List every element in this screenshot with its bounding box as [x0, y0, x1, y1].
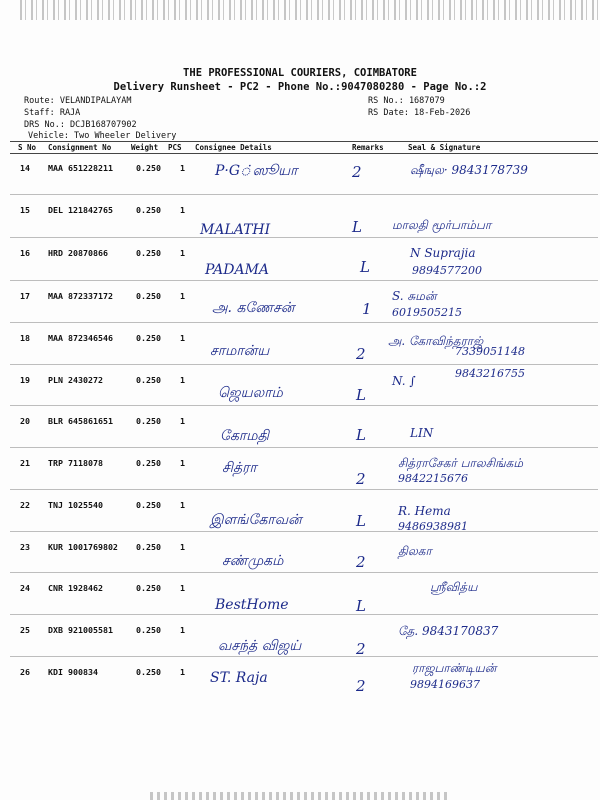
- cell-sno: 19: [20, 375, 30, 385]
- remark-handwritten: L: [356, 597, 366, 615]
- signature-phone-handwritten: 7339051148: [455, 345, 525, 358]
- cell-pcs: 1: [180, 291, 185, 301]
- cell-sno: 16: [20, 248, 30, 258]
- cell-sno: 15: [20, 205, 30, 215]
- route-label: Route: VELANDIPALAYAM: [24, 96, 132, 106]
- cell-cons: DEL 121842765: [48, 205, 113, 215]
- cell-weight: 0.250: [136, 500, 161, 510]
- rs-number: RS No.: 1687079: [368, 96, 445, 106]
- cell-cons: MAA 872337172: [48, 291, 113, 301]
- cell-sno: 23: [20, 542, 30, 552]
- company-title: THE PROFESSIONAL COURIERS, COIMBATORE: [183, 67, 417, 79]
- consignee-handwritten: கோமதி: [220, 428, 269, 444]
- col-pcs: PCS: [168, 143, 182, 152]
- header-divider-bottom: [10, 153, 598, 154]
- cell-weight: 0.250: [136, 416, 161, 426]
- cell-sno: 24: [20, 583, 30, 593]
- rs-date: RS Date: 18-Feb-2026: [368, 108, 471, 118]
- consignee-handwritten: P·G்ஸூயா: [215, 163, 298, 179]
- row-divider: [10, 405, 598, 406]
- row-divider: [10, 364, 598, 365]
- cell-pcs: 1: [180, 625, 185, 635]
- cell-weight: 0.250: [136, 542, 161, 552]
- cell-pcs: 1: [180, 248, 185, 258]
- consignee-handwritten: ஜெயலாம்: [218, 385, 283, 401]
- cell-weight: 0.250: [136, 625, 161, 635]
- cell-sno: 20: [20, 416, 30, 426]
- cell-pcs: 1: [180, 458, 185, 468]
- row-divider: [10, 531, 598, 532]
- row-divider: [10, 237, 598, 238]
- signature-phone-handwritten: 9486938981: [398, 520, 468, 533]
- signature-phone-handwritten: 9894577200: [412, 264, 482, 277]
- signature-handwritten: தே. 9843170837: [398, 624, 499, 638]
- row-divider: [10, 614, 598, 615]
- consignee-handwritten: இளங்கோவன்: [210, 512, 302, 528]
- cell-sno: 21: [20, 458, 30, 468]
- table-row: [0, 534, 600, 576]
- cell-cons: CNR 1928462: [48, 583, 103, 593]
- cell-cons: DXB 921005581: [48, 625, 113, 635]
- vehicle-label: Vehicle: Two Wheeler Delivery: [28, 131, 177, 141]
- remark-handwritten: L: [352, 218, 362, 236]
- cell-cons: MAA 872346546: [48, 333, 113, 343]
- cell-pcs: 1: [180, 163, 185, 173]
- consignee-handwritten: சித்ரா: [222, 460, 257, 476]
- cell-sno: 14: [20, 163, 30, 173]
- bottom-barcode: [150, 792, 450, 800]
- cell-cons: TRP 7118078: [48, 458, 103, 468]
- consignee-handwritten: சண்முகம்: [222, 553, 284, 569]
- cell-pcs: 1: [180, 583, 185, 593]
- col-consignee: Consignee Details: [195, 143, 272, 152]
- cell-pcs: 1: [180, 500, 185, 510]
- consignee-handwritten: PADAMA: [205, 262, 270, 278]
- cell-sno: 25: [20, 625, 30, 635]
- signature-handwritten: ஷீஙுல· 9843178739: [410, 163, 528, 177]
- staff-label: Staff: RAJA: [24, 108, 81, 118]
- drs-number: DRS No.: DCJB168707902: [24, 120, 137, 130]
- cell-pcs: 1: [180, 542, 185, 552]
- remark-handwritten: L: [360, 258, 370, 276]
- signature-handwritten: ஸ்ரீவித்ய: [430, 580, 478, 594]
- signature-handwritten: R. Hema: [398, 504, 451, 518]
- cell-sno: 18: [20, 333, 30, 343]
- row-divider: [10, 572, 598, 573]
- col-consignment: Consignment No: [48, 143, 112, 152]
- remark-handwritten: L: [356, 426, 366, 444]
- remark-handwritten: 2: [356, 640, 366, 658]
- table-row: [0, 240, 600, 282]
- consignee-handwritten: ST. Raja: [210, 670, 268, 686]
- table-row: [0, 575, 600, 617]
- cell-pcs: 1: [180, 416, 185, 426]
- signature-handwritten: மாலதி மூர்பாம்பா: [392, 218, 492, 232]
- cell-cons: PLN 2430272: [48, 375, 103, 385]
- cell-weight: 0.250: [136, 163, 161, 173]
- col-remarks: Remarks: [352, 143, 384, 152]
- cell-pcs: 1: [180, 205, 185, 215]
- table-row: [0, 659, 600, 701]
- cell-cons: KDI 900834: [48, 667, 98, 677]
- remark-handwritten: 2: [356, 553, 366, 571]
- consignee-handwritten: சாமான்ய: [210, 343, 270, 359]
- cell-cons: BLR 645861651: [48, 416, 113, 426]
- signature-phone-handwritten: 9842215676: [398, 472, 468, 485]
- cell-cons: KUR 1001769802: [48, 542, 118, 552]
- remark-handwritten: L: [356, 512, 366, 530]
- cell-weight: 0.250: [136, 291, 161, 301]
- consignee-handwritten: வசந்த் விஜய்: [218, 638, 302, 654]
- header-divider-top: [10, 141, 598, 142]
- col-no: S No: [18, 143, 37, 152]
- signature-handwritten: S. சுமன்: [392, 289, 437, 303]
- cell-pcs: 1: [180, 333, 185, 343]
- cell-weight: 0.250: [136, 583, 161, 593]
- signature-handwritten: சித்ராசேகர் பாலசிங்கம்: [398, 456, 524, 470]
- col-weight: Weight: [131, 143, 159, 152]
- cell-weight: 0.250: [136, 333, 161, 343]
- row-divider: [10, 489, 598, 490]
- signature-phone-handwritten: 9894169637: [410, 678, 480, 691]
- signature-phone-handwritten: 9843216755: [455, 367, 525, 380]
- top-barcode: [0, 0, 600, 22]
- remark-handwritten: 1: [362, 300, 372, 318]
- row-divider: [10, 447, 598, 448]
- table-row: [0, 283, 600, 325]
- cell-sno: 17: [20, 291, 30, 301]
- cell-pcs: 1: [180, 375, 185, 385]
- remark-handwritten: 2: [356, 345, 366, 363]
- cell-weight: 0.250: [136, 248, 161, 258]
- col-seal: Seal & Signature: [408, 143, 481, 152]
- cell-weight: 0.250: [136, 375, 161, 385]
- cell-sno: 22: [20, 500, 30, 510]
- consignee-handwritten: MALATHI: [200, 222, 271, 238]
- table-row: [0, 197, 600, 239]
- signature-handwritten: N. ∫: [392, 374, 416, 388]
- cell-weight: 0.250: [136, 458, 161, 468]
- remark-handwritten: 2: [356, 470, 366, 488]
- row-divider: [10, 280, 598, 281]
- runsheet-title: Delivery Runsheet - PC2 - Phone No.:9047080280 - Page No.:2: [113, 81, 487, 93]
- signature-handwritten: LIN: [410, 426, 434, 440]
- cell-cons: HRD 20870866: [48, 248, 108, 258]
- signature-phone-handwritten: 6019505215: [392, 306, 462, 319]
- row-divider: [10, 656, 598, 657]
- cell-weight: 0.250: [136, 205, 161, 215]
- signature-handwritten: திலகா: [398, 544, 432, 558]
- table-row: [0, 408, 600, 450]
- remark-handwritten: 2: [356, 677, 366, 695]
- consignee-handwritten: BestHome: [215, 597, 289, 613]
- cell-pcs: 1: [180, 667, 185, 677]
- row-divider: [10, 322, 598, 323]
- remark-handwritten: L: [356, 386, 366, 404]
- cell-cons: TNJ 1025540: [48, 500, 103, 510]
- signature-handwritten: அ. கோவிந்தராஜ்: [388, 334, 484, 348]
- cell-weight: 0.250: [136, 667, 161, 677]
- row-divider: [10, 194, 598, 195]
- signature-handwritten: N Suprajia: [410, 246, 476, 260]
- remark-handwritten: 2: [352, 163, 362, 181]
- signature-handwritten: ராஜபாண்டியன்: [412, 661, 497, 675]
- cell-cons: MAA 651228211: [48, 163, 113, 173]
- consignee-handwritten: அ. கணேசன்: [212, 300, 295, 316]
- cell-sno: 26: [20, 667, 30, 677]
